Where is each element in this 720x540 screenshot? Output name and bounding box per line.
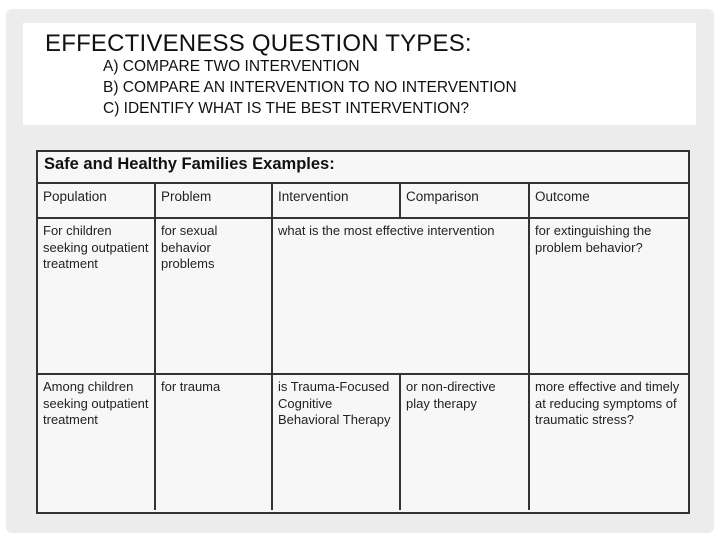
column-header-outcome: Outcome <box>529 184 688 218</box>
column-header-problem: Problem <box>155 184 272 218</box>
cell-comparison: or non-directive play therapy <box>400 374 529 510</box>
question-type-a: A) COMPARE TWO INTERVENTION <box>103 58 360 75</box>
cell-intervention: what is the most effective intervention <box>272 218 529 374</box>
cell-problem: for sexual behavior problems <box>155 218 272 374</box>
cell-population: Among children seeking outpatient treatment <box>38 374 155 510</box>
question-type-b: B) COMPARE AN INTERVENTION TO NO INTERVENTION <box>103 79 517 96</box>
cell-problem: for trauma <box>155 374 272 510</box>
cell-outcome: for extinguishing the problem behavior? <box>529 218 688 374</box>
slide-title: EFFECTIVENESS QUESTION TYPES: <box>45 30 472 57</box>
examples-table <box>36 150 690 514</box>
column-header-comparison: Comparison <box>400 184 529 218</box>
cell-outcome: more effective and timely at reducing symptoms of traumatic stress? <box>535 379 680 427</box>
column-header-intervention: Intervention <box>272 184 400 218</box>
question-type-list <box>103 56 517 119</box>
question-type-c: C) IDENTIFY WHAT IS THE BEST INTERVENTION? <box>103 100 470 117</box>
table-row <box>38 374 688 510</box>
cell-population: For children seeking outpatient treatment <box>38 218 155 374</box>
column-header-population: Population <box>38 184 155 218</box>
table-heading: Safe and Healthy Families Examples: <box>38 152 688 184</box>
table-row <box>38 218 688 374</box>
pico-table <box>38 184 688 510</box>
cell-intervention: is Trauma-Focused Cognitive Behavioral Therapy <box>272 374 400 510</box>
table-header-row <box>38 184 688 218</box>
